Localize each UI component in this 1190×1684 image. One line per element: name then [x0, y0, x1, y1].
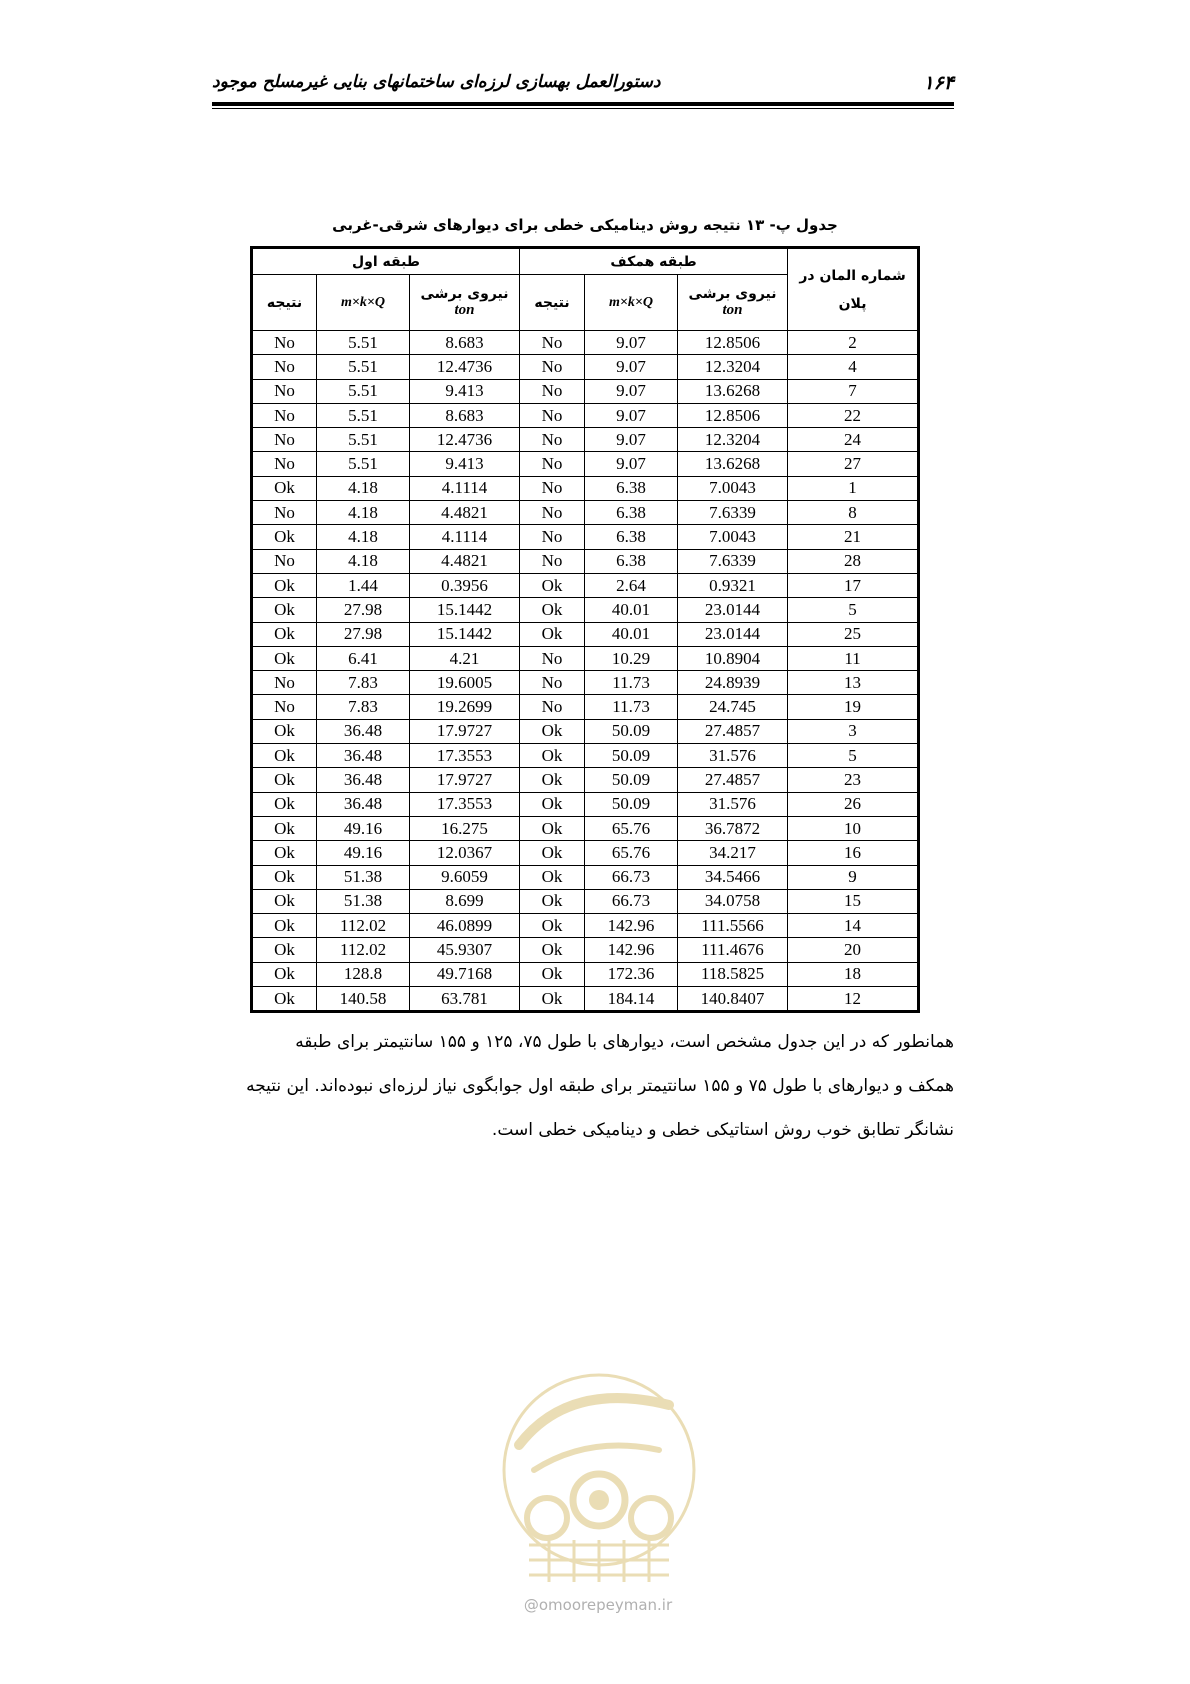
roof-mkq-cell: 142.96 [585, 914, 678, 938]
first-result-cell: Ok [252, 622, 317, 646]
roof-result-cell: Ok [520, 719, 585, 743]
first-shear-cell: 12.4736 [410, 355, 520, 379]
first-shear-cell: 49.7168 [410, 962, 520, 986]
first-shear-cell: 4.4821 [410, 501, 520, 525]
element-number-cell: 7 [788, 379, 919, 403]
roof-result-cell: Ok [520, 889, 585, 913]
first-result-cell: Ok [252, 889, 317, 913]
element-number-cell: 14 [788, 914, 919, 938]
roof-shear-cell: 36.7872 [678, 816, 788, 840]
roof-shear-cell: 111.5566 [678, 914, 788, 938]
first-mkq-cell: 4.18 [317, 549, 410, 573]
roof-result-cell: No [520, 379, 585, 403]
roof-shear-cell: 140.8407 [678, 987, 788, 1012]
first-shear-cell: 17.3553 [410, 744, 520, 768]
first-shear-cell: 4.21 [410, 646, 520, 670]
roof-result-cell: No [520, 549, 585, 573]
first-result-cell: Ok [252, 865, 317, 889]
element-number-cell: 4 [788, 355, 919, 379]
first-result-cell: No [252, 452, 317, 476]
first-result-cell: No [252, 671, 317, 695]
roof-mkq-cell: 142.96 [585, 938, 678, 962]
element-number-cell: 3 [788, 719, 919, 743]
table-row [252, 598, 919, 622]
table-row [252, 987, 919, 1012]
first-result-cell: Ok [252, 938, 317, 962]
roof-shear-cell: 7.6339 [678, 501, 788, 525]
first-result-cell: No [252, 501, 317, 525]
first-mkq-cell: 140.58 [317, 987, 410, 1012]
watermark-url: @omoorepeyman.ir [523, 1596, 673, 1614]
table-row [252, 962, 919, 986]
roof-mkq-cell: 50.09 [585, 744, 678, 768]
roof-shear-cell: 12.3204 [678, 355, 788, 379]
roof-shear-cell: 31.576 [678, 792, 788, 816]
first-result-cell: No [252, 403, 317, 427]
header-rule [212, 102, 954, 106]
first-mkq-cell: 6.41 [317, 646, 410, 670]
first-result-cell: Ok [252, 914, 317, 938]
results-table-wrapper [250, 246, 920, 1013]
first-shear-cell: 8.699 [410, 889, 520, 913]
first-mkq-cell: 36.48 [317, 719, 410, 743]
roof-result-cell: Ok [520, 962, 585, 986]
element-number-cell: 11 [788, 646, 919, 670]
roof-shear-cell: 7.0043 [678, 525, 788, 549]
roof-shear-cell: 23.0144 [678, 598, 788, 622]
table-row [252, 573, 919, 597]
roof-floor-group-header: طبقه همکف [520, 248, 788, 275]
roof-shear-cell: 24.8939 [678, 671, 788, 695]
roof-result-cell: No [520, 501, 585, 525]
first-result-cell: Ok [252, 598, 317, 622]
roof-shear-cell: 34.5466 [678, 865, 788, 889]
roof-result-cell: No [520, 476, 585, 500]
shear-force-header [410, 275, 520, 331]
first-mkq-cell: 4.18 [317, 476, 410, 500]
roof-mkq-cell: 9.07 [585, 379, 678, 403]
first-result-cell: Ok [252, 476, 317, 500]
roof-mkq-cell: 50.09 [585, 792, 678, 816]
element-number-cell: 18 [788, 962, 919, 986]
first-mkq-cell: 112.02 [317, 914, 410, 938]
roof-shear-cell: 0.9321 [678, 573, 788, 597]
first-result-cell: Ok [252, 525, 317, 549]
first-shear-cell: 4.1114 [410, 476, 520, 500]
roof-shear-cell: 7.6339 [678, 549, 788, 573]
first-result-cell: Ok [252, 719, 317, 743]
first-shear-cell: 0.3956 [410, 573, 520, 597]
first-shear-cell: 16.275 [410, 816, 520, 840]
element-number-cell: 13 [788, 671, 919, 695]
first-shear-cell: 12.4736 [410, 428, 520, 452]
first-mkq-cell: 27.98 [317, 622, 410, 646]
page-number: ۱۶۴ [923, 72, 954, 94]
first-mkq-cell: 5.51 [317, 403, 410, 427]
first-result-cell: Ok [252, 744, 317, 768]
element-number-cell: 24 [788, 428, 919, 452]
roof-mkq-cell: 50.09 [585, 768, 678, 792]
first-result-cell: No [252, 695, 317, 719]
table-row [252, 792, 919, 816]
roof-shear-cell: 7.0043 [678, 476, 788, 500]
element-number-cell: 15 [788, 889, 919, 913]
roof-result-cell: No [520, 428, 585, 452]
roof-result-cell: No [520, 525, 585, 549]
first-mkq-cell: 1.44 [317, 573, 410, 597]
roof-shear-cell: 31.576 [678, 744, 788, 768]
roof-result-cell: No [520, 452, 585, 476]
roof-shear-cell: 34.0758 [678, 889, 788, 913]
running-title: دستورالعمل بهسازی لرزه‌ای ساختمانهای بنایی غیرمسلح موجود [212, 72, 661, 92]
roof-mkq-cell: 65.76 [585, 816, 678, 840]
first-mkq-cell: 36.48 [317, 768, 410, 792]
first-mkq-cell: 27.98 [317, 598, 410, 622]
first-shear-cell: 46.0899 [410, 914, 520, 938]
first-shear-cell: 9.413 [410, 452, 520, 476]
table-row [252, 744, 919, 768]
table-row [252, 501, 919, 525]
first-mkq-cell: 36.48 [317, 792, 410, 816]
table-row [252, 525, 919, 549]
roof-mkq-cell: 50.09 [585, 719, 678, 743]
element-number-cell: 5 [788, 744, 919, 768]
roof-mkq-cell: 9.07 [585, 331, 678, 355]
roof-result-cell: No [520, 355, 585, 379]
first-result-cell: No [252, 428, 317, 452]
first-result-cell: No [252, 355, 317, 379]
roof-mkq-cell: 172.36 [585, 962, 678, 986]
roof-mkq-cell: 9.07 [585, 428, 678, 452]
roof-shear-cell: 27.4857 [678, 768, 788, 792]
table-row [252, 379, 919, 403]
first-mkq-cell: 4.18 [317, 525, 410, 549]
first-mkq-cell: 128.8 [317, 962, 410, 986]
roof-result-cell: No [520, 646, 585, 670]
element-number-cell: 17 [788, 573, 919, 597]
roof-shear-cell: 27.4857 [678, 719, 788, 743]
element-number-cell: 22 [788, 403, 919, 427]
roof-result-cell: Ok [520, 914, 585, 938]
table-row [252, 622, 919, 646]
table-row [252, 889, 919, 913]
first-shear-cell: 12.0367 [410, 841, 520, 865]
first-shear-cell: 19.2699 [410, 695, 520, 719]
roof-mkq-cell: 9.07 [585, 452, 678, 476]
element-number-cell: 16 [788, 841, 919, 865]
roof-mkq-cell: 6.38 [585, 549, 678, 573]
first-mkq-cell: 51.38 [317, 889, 410, 913]
element-number-cell: 2 [788, 331, 919, 355]
publisher-logo-watermark [489, 1350, 709, 1600]
roof-result-cell: No [520, 695, 585, 719]
first-shear-cell: 8.683 [410, 403, 520, 427]
roof-mkq-cell: 65.76 [585, 841, 678, 865]
shear-force-unit: ton [454, 302, 475, 318]
roof-shear-cell: 111.4676 [678, 938, 788, 962]
roof-mkq-cell: 40.01 [585, 598, 678, 622]
roof-shear-cell: 13.6268 [678, 452, 788, 476]
element-number-cell: 20 [788, 938, 919, 962]
roof-result-cell: Ok [520, 792, 585, 816]
table-row [252, 403, 919, 427]
shear-force-header [678, 275, 788, 331]
first-mkq-cell: 49.16 [317, 816, 410, 840]
roof-shear-cell: 34.217 [678, 841, 788, 865]
first-result-cell: Ok [252, 987, 317, 1012]
first-shear-cell: 15.1442 [410, 622, 520, 646]
table-row [252, 938, 919, 962]
element-number-cell: 19 [788, 695, 919, 719]
roof-result-cell: Ok [520, 841, 585, 865]
element-number-cell: 5 [788, 598, 919, 622]
table-row [252, 768, 919, 792]
table-body [252, 331, 919, 1012]
roof-result-cell: Ok [520, 865, 585, 889]
first-mkq-cell: 5.51 [317, 428, 410, 452]
first-shear-cell: 4.1114 [410, 525, 520, 549]
body-paragraph [212, 1020, 954, 1152]
table-row [252, 646, 919, 670]
roof-shear-cell: 10.8904 [678, 646, 788, 670]
first-mkq-cell: 5.51 [317, 379, 410, 403]
roof-result-cell: No [520, 671, 585, 695]
table-row [252, 549, 919, 573]
roof-result-cell: Ok [520, 744, 585, 768]
roof-mkq-cell: 10.29 [585, 646, 678, 670]
roof-shear-cell: 12.8506 [678, 331, 788, 355]
element-number-cell: 12 [788, 987, 919, 1012]
mkq-header: m×k×Q [585, 275, 678, 331]
first-mkq-cell: 7.83 [317, 671, 410, 695]
first-mkq-cell: 49.16 [317, 841, 410, 865]
element-number-cell: 26 [788, 792, 919, 816]
table-row [252, 865, 919, 889]
table-row [252, 816, 919, 840]
table-row [252, 428, 919, 452]
first-mkq-cell: 51.38 [317, 865, 410, 889]
table-row [252, 914, 919, 938]
element-number-cell: 23 [788, 768, 919, 792]
roof-shear-cell: 13.6268 [678, 379, 788, 403]
result-header: نتیجه [252, 275, 317, 331]
first-result-cell: Ok [252, 573, 317, 597]
first-mkq-cell: 4.18 [317, 501, 410, 525]
shear-force-unit: ton [722, 302, 743, 318]
element-number-cell: 25 [788, 622, 919, 646]
roof-result-cell: Ok [520, 938, 585, 962]
first-shear-cell: 15.1442 [410, 598, 520, 622]
table-row [252, 695, 919, 719]
roof-shear-cell: 24.745 [678, 695, 788, 719]
first-shear-cell: 9.413 [410, 379, 520, 403]
first-floor-group-header: طبقه اول [252, 248, 520, 275]
roof-result-cell: Ok [520, 987, 585, 1012]
roof-mkq-cell: 6.38 [585, 525, 678, 549]
roof-shear-cell: 12.8506 [678, 403, 788, 427]
first-shear-cell: 63.781 [410, 987, 520, 1012]
element-number-header: شماره المان در پلان [788, 248, 919, 331]
first-shear-cell: 9.6059 [410, 865, 520, 889]
first-result-cell: Ok [252, 768, 317, 792]
first-mkq-cell: 5.51 [317, 355, 410, 379]
table-row [252, 841, 919, 865]
table-row [252, 476, 919, 500]
table-row [252, 671, 919, 695]
element-number-cell: 10 [788, 816, 919, 840]
roof-mkq-cell: 2.64 [585, 573, 678, 597]
first-result-cell: No [252, 379, 317, 403]
mkq-header: m×k×Q [317, 275, 410, 331]
first-mkq-cell: 112.02 [317, 938, 410, 962]
first-result-cell: No [252, 549, 317, 573]
paragraph-line: همانطور که در این جدول مشخص است، دیوارهای با طول ۷۵، ۱۲۵ و ۱۵۵ سانتیمتر برای طبقه [295, 1032, 954, 1052]
first-shear-cell: 8.683 [410, 331, 520, 355]
first-mkq-cell: 7.83 [317, 695, 410, 719]
paragraph-line: نشانگر تطابق خوب روش استاتیکی خطی و دینامیکی خطی است. [491, 1120, 954, 1140]
roof-result-cell: Ok [520, 598, 585, 622]
element-number-cell: 9 [788, 865, 919, 889]
element-number-cell: 8 [788, 501, 919, 525]
table-row [252, 355, 919, 379]
roof-mkq-cell: 40.01 [585, 622, 678, 646]
element-number-cell: 1 [788, 476, 919, 500]
first-shear-cell: 19.6005 [410, 671, 520, 695]
roof-result-cell: Ok [520, 816, 585, 840]
page-header [212, 66, 954, 108]
roof-mkq-cell: 11.73 [585, 671, 678, 695]
first-result-cell: No [252, 331, 317, 355]
roof-shear-cell: 118.5825 [678, 962, 788, 986]
shear-force-label: نیروی برشی [688, 286, 777, 302]
element-number-cell: 28 [788, 549, 919, 573]
element-number-cell: 27 [788, 452, 919, 476]
roof-mkq-cell: 66.73 [585, 889, 678, 913]
roof-mkq-cell: 6.38 [585, 476, 678, 500]
first-result-cell: Ok [252, 816, 317, 840]
table-row [252, 331, 919, 355]
shear-force-label: نیروی برشی [420, 286, 509, 302]
roof-result-cell: No [520, 331, 585, 355]
first-mkq-cell: 5.51 [317, 331, 410, 355]
first-mkq-cell: 5.51 [317, 452, 410, 476]
table-caption: جدول پ- ۱۳ نتیجه روش دینامیکی خطی برای دیوارهای شرقی-غربی [332, 216, 838, 234]
first-shear-cell: 17.9727 [410, 768, 520, 792]
roof-mkq-cell: 9.07 [585, 403, 678, 427]
table-row [252, 452, 919, 476]
roof-result-cell: Ok [520, 573, 585, 597]
roof-shear-cell: 23.0144 [678, 622, 788, 646]
result-header: نتیجه [520, 275, 585, 331]
header-rule-thin [212, 108, 954, 109]
first-shear-cell: 17.9727 [410, 719, 520, 743]
first-mkq-cell: 36.48 [317, 744, 410, 768]
roof-mkq-cell: 66.73 [585, 865, 678, 889]
first-result-cell: Ok [252, 646, 317, 670]
first-result-cell: Ok [252, 841, 317, 865]
roof-result-cell: Ok [520, 622, 585, 646]
roof-mkq-cell: 6.38 [585, 501, 678, 525]
table-row [252, 719, 919, 743]
roof-result-cell: Ok [520, 768, 585, 792]
first-result-cell: Ok [252, 962, 317, 986]
roof-mkq-cell: 9.07 [585, 355, 678, 379]
first-result-cell: Ok [252, 792, 317, 816]
first-shear-cell: 17.3553 [410, 792, 520, 816]
first-shear-cell: 45.9307 [410, 938, 520, 962]
roof-shear-cell: 12.3204 [678, 428, 788, 452]
first-shear-cell: 4.4821 [410, 549, 520, 573]
element-number-cell: 21 [788, 525, 919, 549]
results-table [250, 246, 920, 1013]
roof-mkq-cell: 184.14 [585, 987, 678, 1012]
roof-mkq-cell: 11.73 [585, 695, 678, 719]
roof-result-cell: No [520, 403, 585, 427]
paragraph-line: همکف و دیوارهای با طول ۷۵ و ۱۵۵ سانتیمتر برای طبقه اول جوابگوی نیاز لرزه‌ای نبوده‌اند. این نتیجه [246, 1076, 954, 1096]
